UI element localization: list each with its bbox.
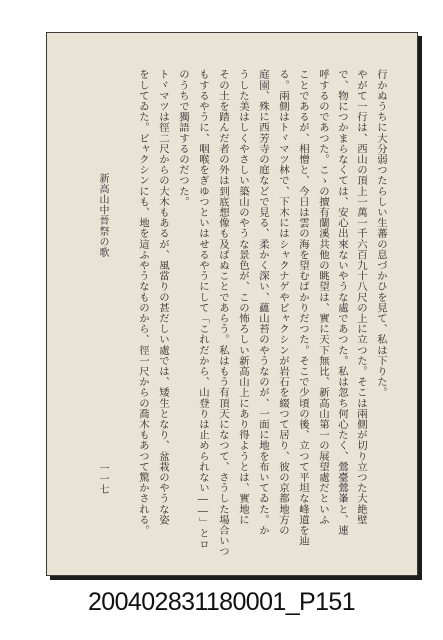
text-column-13: をしてゐた。ビャクシンにも、地を這ふやうなものから、徑一尺からの喬木もあつて驚かされる。 — [137, 69, 149, 536]
text-column-5: ことであるが、相憎と、今日は雲の海を望むばかりだつた。そこで少頃の後、立つて平坦な峰道を辿 — [297, 69, 309, 546]
text-column-12: トヾマツは徑二尺からの大木もあるが、風當りの甚だしい處では、矮生となり、盆栽のやうな姿 — [157, 69, 169, 525]
text-column-7: 庭園、殊に西芳寺の庭などで見る、柔かく深い、蘊山苔のやうなのが、一面に地を布いてゐた。か — [257, 69, 269, 536]
text-column-9: その土を踏んだ者の外は到底想像も及ばぬことであらう。私はもう有頂天になつて、さうした場合いつ — [217, 69, 229, 557]
text-column-10: もするやうに、咽喉をぎゆつといはせるやうにして「これだから、山登りは止められない――」とロ — [197, 69, 209, 550]
image-caption: 200402831180001_P151 — [88, 588, 355, 616]
page-number: 一一七 — [97, 463, 108, 495]
text-column-2: やがて一行は、西山の頂上一萬一千六百九十八尺の上に立つた。そこは兩側が切り立つた大絶壁 — [355, 69, 367, 525]
text-column-8: うした美はしくやさしい築山のやうな景色が、この怖ろしい新高山上にあり得ようとは、實地に — [237, 69, 249, 525]
text-column-6: る。兩側はトヾマツ林で、下木にはシャクナゲやビャクシンが岩石を綴つて居り、彼の京都地方の — [277, 69, 289, 536]
book-page — [46, 32, 418, 576]
text-column-11: のうちで獨語するのだつた。 — [177, 69, 189, 207]
text-column-3: で、物につかまらなくては、安心出來ないやうな處であつた。私は忽ち何心たく、鶯臺鶯峯と、連 — [336, 69, 348, 536]
running-title: 新高山中晉祭の歌 — [97, 173, 108, 258]
text-column-1: 行かぬうちに大分弱つたらしい生蕃の息づかひを見て、私は下りた。 — [375, 69, 387, 398]
text-column-4: 呼するのであつた。こゝの擅有蘭溪共他の眺望は、實に天下無比、新高山第一の展望處だといふ — [317, 69, 329, 525]
